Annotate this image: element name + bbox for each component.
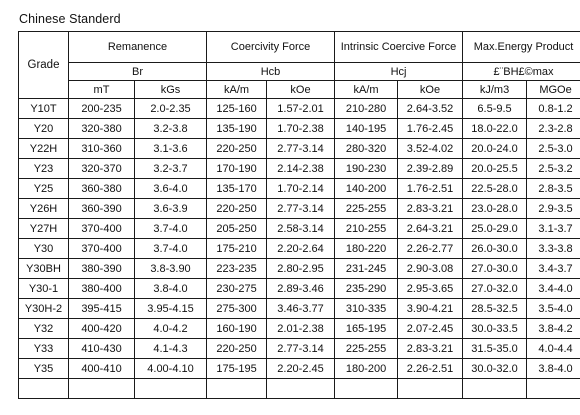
grade-cell: Y22H	[19, 139, 69, 159]
value-cell: 310-360	[69, 139, 135, 159]
value-cell: 22.5-28.0	[463, 179, 527, 199]
table-row	[19, 139, 580, 159]
table-row	[19, 159, 580, 179]
value-cell: 225-255	[335, 339, 398, 359]
value-cell: 3.8-4.2	[527, 319, 580, 339]
value-cell: 3.52-4.02	[398, 139, 463, 159]
value-cell: 20.0-24.0	[463, 139, 527, 159]
value-cell: 2.20-2.45	[267, 359, 335, 379]
value-cell: 320-380	[69, 119, 135, 139]
value-cell: 3.46-3.77	[267, 299, 335, 319]
header-row-titles	[19, 32, 580, 63]
value-cell: 27.0-30.0	[463, 259, 527, 279]
value-cell: 200-235	[69, 99, 135, 119]
table-row	[19, 339, 580, 359]
value-cell: 4.1-4.3	[135, 339, 207, 359]
grade-cell: Y25	[19, 179, 69, 199]
value-cell: 4.0-4.2	[135, 319, 207, 339]
unit-cell: kA/m	[207, 81, 267, 99]
grade-cell: Y30H-2	[19, 299, 69, 319]
value-cell: 210-280	[335, 99, 398, 119]
unit-cell: mT	[69, 81, 135, 99]
table-row	[19, 99, 580, 119]
value-cell: 231-245	[335, 259, 398, 279]
value-cell: 235-290	[335, 279, 398, 299]
value-cell: 30.0-32.0	[463, 359, 527, 379]
remanence-header: Remanence	[69, 32, 207, 63]
value-cell: 26.0-30.0	[463, 239, 527, 259]
value-cell	[69, 379, 135, 399]
value-cell: 230-275	[207, 279, 267, 299]
value-cell: 140-200	[335, 179, 398, 199]
value-cell: 135-170	[207, 179, 267, 199]
value-cell: 3.95-4.15	[135, 299, 207, 319]
value-cell: 4.0-4.4	[527, 339, 580, 359]
value-cell: 23.0-28.0	[463, 199, 527, 219]
grade-cell: Y20	[19, 119, 69, 139]
value-cell: 140-195	[335, 119, 398, 139]
value-cell: 3.1-3.7	[527, 219, 580, 239]
value-cell: 2.9-3.5	[527, 199, 580, 219]
value-cell: 2.26-2.77	[398, 239, 463, 259]
value-cell: 3.4-3.7	[527, 259, 580, 279]
coercivity-header: Coercivity Force	[207, 32, 335, 63]
value-cell: 360-380	[69, 179, 135, 199]
value-cell: 2.0-2.35	[135, 99, 207, 119]
value-cell: 3.2-3.7	[135, 159, 207, 179]
grade-cell: Y32	[19, 319, 69, 339]
table-row	[19, 359, 580, 379]
value-cell: 2.77-3.14	[267, 139, 335, 159]
value-cell: 165-195	[335, 319, 398, 339]
unit-cell: kGs	[135, 81, 207, 99]
value-cell	[335, 379, 398, 399]
value-cell: 2.5-3.2	[527, 159, 580, 179]
value-cell: 410-430	[69, 339, 135, 359]
value-cell: 18.0-22.0	[463, 119, 527, 139]
unit-cell: MGOe	[527, 81, 580, 99]
value-cell: 180-220	[335, 239, 398, 259]
value-cell: 320-370	[69, 159, 135, 179]
grade-cell: Y30-1	[19, 279, 69, 299]
value-cell: 2.83-3.21	[398, 339, 463, 359]
grade-cell: Y27H	[19, 219, 69, 239]
value-cell	[135, 379, 207, 399]
value-cell: 160-190	[207, 319, 267, 339]
value-cell: 225-255	[335, 199, 398, 219]
grade-header: Grade	[19, 32, 69, 99]
value-cell: 3.3-3.8	[527, 239, 580, 259]
value-cell: 2.26-2.51	[398, 359, 463, 379]
value-cell: 3.90-4.21	[398, 299, 463, 319]
value-cell: 370-400	[69, 219, 135, 239]
value-cell: 175-210	[207, 239, 267, 259]
value-cell: 2.64-3.21	[398, 219, 463, 239]
value-cell: 25.0-29.0	[463, 219, 527, 239]
value-cell: 0.8-1.2	[527, 99, 580, 119]
header-row-units	[19, 81, 580, 99]
grade-cell: Y26H	[19, 199, 69, 219]
value-cell: 1.70-2.38	[267, 119, 335, 139]
table-row	[19, 379, 580, 399]
table-row	[19, 319, 580, 339]
grade-cell: Y30BH	[19, 259, 69, 279]
value-cell: 370-400	[69, 239, 135, 259]
value-cell: 28.5-32.5	[463, 299, 527, 319]
value-cell: 175-195	[207, 359, 267, 379]
value-cell: 220-250	[207, 139, 267, 159]
value-cell: 135-190	[207, 119, 267, 139]
grade-cell: Y33	[19, 339, 69, 359]
value-cell: 27.0-32.0	[463, 279, 527, 299]
header-row-symbols	[19, 63, 580, 81]
value-cell: 180-200	[335, 359, 398, 379]
value-cell: 380-390	[69, 259, 135, 279]
value-cell: 3.6-3.9	[135, 199, 207, 219]
value-cell: 1.76-2.45	[398, 119, 463, 139]
value-cell	[267, 379, 335, 399]
value-cell: 2.77-3.14	[267, 199, 335, 219]
value-cell: 2.07-2.45	[398, 319, 463, 339]
value-cell: 3.1-3.6	[135, 139, 207, 159]
value-cell: 2.3-2.8	[527, 119, 580, 139]
value-cell: 210-255	[335, 219, 398, 239]
value-cell: 2.90-3.08	[398, 259, 463, 279]
value-cell: 3.4-4.0	[527, 279, 580, 299]
grade-cell: Y10T	[19, 99, 69, 119]
value-cell: 2.14-2.38	[267, 159, 335, 179]
value-cell	[527, 379, 580, 399]
value-cell: 2.8-3.5	[527, 179, 580, 199]
value-cell: 360-390	[69, 199, 135, 219]
value-cell	[463, 379, 527, 399]
intrinsic-coercive-symbol: Hcj	[335, 63, 463, 81]
value-cell: 2.01-2.38	[267, 319, 335, 339]
value-cell: 1.76-2.51	[398, 179, 463, 199]
value-cell: 3.5-4.0	[527, 299, 580, 319]
value-cell	[398, 379, 463, 399]
value-cell: 2.20-2.64	[267, 239, 335, 259]
value-cell: 2.77-3.14	[267, 339, 335, 359]
value-cell: 2.39-2.89	[398, 159, 463, 179]
value-cell: 1.57-2.01	[267, 99, 335, 119]
value-cell: 2.5-3.0	[527, 139, 580, 159]
value-cell: 1.70-2.14	[267, 179, 335, 199]
grade-cell	[19, 379, 69, 399]
value-cell: 2.64-3.52	[398, 99, 463, 119]
value-cell: 205-250	[207, 219, 267, 239]
max-energy-symbol: £¨BH£©max	[463, 63, 580, 81]
value-cell: 3.8-4.0	[135, 279, 207, 299]
table-body	[19, 99, 580, 399]
value-cell: 190-230	[335, 159, 398, 179]
table-row	[19, 119, 580, 139]
value-cell: 6.5-9.5	[463, 99, 527, 119]
table-row	[19, 239, 580, 259]
value-cell	[207, 379, 267, 399]
value-cell: 310-335	[335, 299, 398, 319]
intrinsic-coercive-header: Intrinsic Coercive Force	[335, 32, 463, 63]
grade-cell: Y23	[19, 159, 69, 179]
unit-cell: kA/m	[335, 81, 398, 99]
unit-cell: kJ/m3	[463, 81, 527, 99]
value-cell: 400-420	[69, 319, 135, 339]
value-cell: 2.58-3.14	[267, 219, 335, 239]
value-cell: 3.7-4.0	[135, 219, 207, 239]
table-row	[19, 199, 580, 219]
value-cell: 400-410	[69, 359, 135, 379]
value-cell: 4.00-4.10	[135, 359, 207, 379]
coercivity-symbol: Hcb	[207, 63, 335, 81]
value-cell: 3.7-4.0	[135, 239, 207, 259]
magnet-grade-table	[18, 31, 580, 399]
unit-cell: kOe	[398, 81, 463, 99]
grade-cell: Y35	[19, 359, 69, 379]
value-cell: 20.0-25.5	[463, 159, 527, 179]
value-cell: 223-235	[207, 259, 267, 279]
value-cell: 125-160	[207, 99, 267, 119]
unit-cell: kOe	[267, 81, 335, 99]
value-cell: 2.89-3.46	[267, 279, 335, 299]
table-row	[19, 279, 580, 299]
value-cell: 3.6-4.0	[135, 179, 207, 199]
value-cell: 2.95-3.65	[398, 279, 463, 299]
value-cell: 3.2-3.8	[135, 119, 207, 139]
value-cell: 380-400	[69, 279, 135, 299]
table-row	[19, 179, 580, 199]
table-row	[19, 219, 580, 239]
value-cell: 30.0-33.5	[463, 319, 527, 339]
max-energy-header: Max.Energy Product	[463, 32, 580, 63]
value-cell: 275-300	[207, 299, 267, 319]
table-caption: Chinese Standerd	[19, 12, 121, 26]
value-cell: 395-415	[69, 299, 135, 319]
value-cell: 220-250	[207, 199, 267, 219]
value-cell: 220-250	[207, 339, 267, 359]
value-cell: 31.5-35.0	[463, 339, 527, 359]
value-cell: 2.83-3.21	[398, 199, 463, 219]
table-row	[19, 259, 580, 279]
grade-cell: Y30	[19, 239, 69, 259]
value-cell: 2.80-2.95	[267, 259, 335, 279]
table-row	[19, 299, 580, 319]
value-cell: 3.8-4.0	[527, 359, 580, 379]
remanence-symbol: Br	[69, 63, 207, 81]
value-cell: 3.8-3.90	[135, 259, 207, 279]
value-cell: 170-190	[207, 159, 267, 179]
value-cell: 280-320	[335, 139, 398, 159]
